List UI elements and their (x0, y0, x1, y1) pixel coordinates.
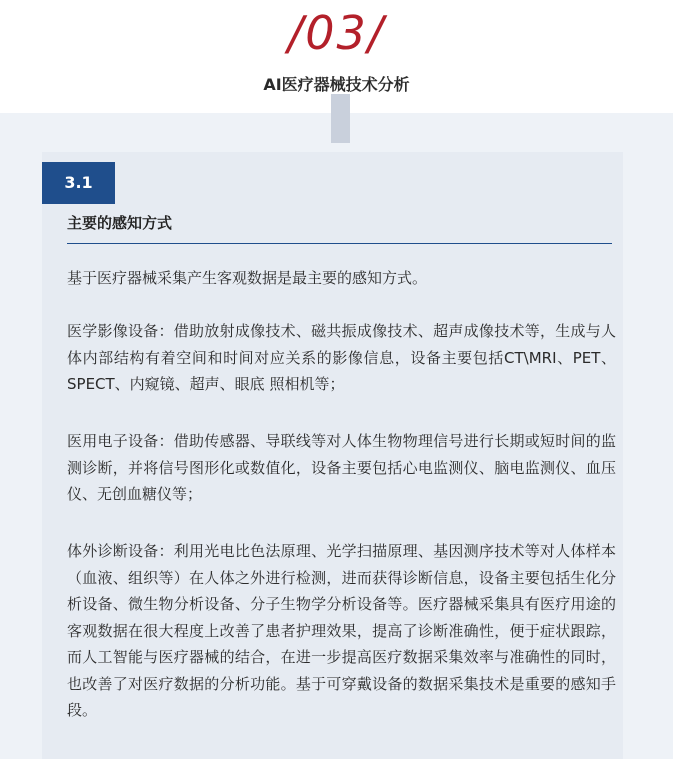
medical-electronic-paragraph: 医用电子设备：借助传感器、导联线等对人体生物物理信号进行长期或短时间的监测诊断，并将信号图形化或数值化，设备主要包括心电监测仪、脑电监测仪、血压仪、无创血糖仪等； (67, 432, 616, 503)
section-number-badge: 3.1 (42, 162, 115, 204)
in-vitro-diagnostic-paragraph: 体外诊断设备：利用光电比色法原理、光学扫描原理、基因测序技术等对人体样本（血液、组织等）在人体之外进行检测，进而获得诊断信息，设备主要包括生化分析设备、微生物分析设备、分子生物学分析设备等。医疗器械采集具有医疗用途的客观数据在很大程度上改善了患者护理效果，提高了诊断准确性，便于症状跟踪，而人工智能与医疗器械的结合，在进一步提高医疗数据采集效率与准确性的同时，也改善了对医疗数据的分析功能。基于可穿戴设备的数据采集技术是重要的感知手段。 (67, 542, 616, 719)
chapter-title: AI医疗器械技术分析 (263, 75, 410, 94)
medical-imaging-paragraph: 医学影像设备：借助放射成像技术、磁共振成像技术、超声成像技术等，生成与人体内部结构有着空间和时间对应关系的影像信息，设备主要包括CT\MRI、PET、SPECT、内窥镜、超声、眼底 照相机等； (67, 322, 616, 393)
intro-paragraph: 基于医疗器械采集产生客观数据是最主要的感知方式。 (67, 269, 428, 287)
section-heading: 主要的感知方式 (67, 214, 173, 232)
heading-divider (67, 243, 612, 244)
connector-bar (331, 94, 350, 143)
chapter-number: /03/ (287, 6, 386, 60)
